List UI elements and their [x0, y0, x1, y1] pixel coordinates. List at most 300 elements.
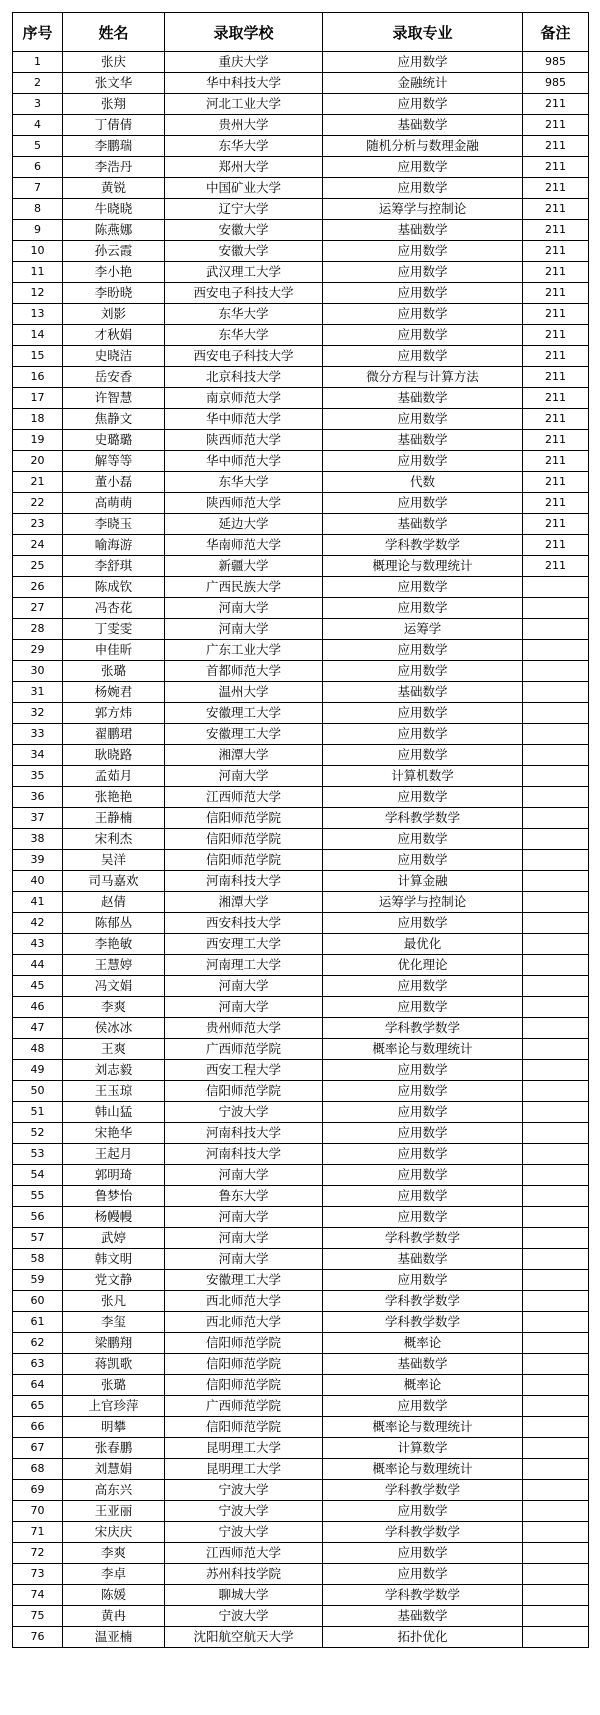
- table-row: [13, 850, 589, 871]
- cell-major: 应用数学: [323, 409, 523, 430]
- cell-name: 张艳艳: [63, 787, 165, 808]
- table-row: [13, 766, 589, 787]
- cell-note: [523, 745, 589, 766]
- table-row: [13, 997, 589, 1018]
- cell-major: 学科教学数学: [323, 1228, 523, 1249]
- cell-school: 河南科技大学: [165, 1123, 323, 1144]
- cell-note: [523, 1060, 589, 1081]
- cell-seq: 46: [13, 997, 63, 1018]
- cell-school: 河南大学: [165, 1228, 323, 1249]
- cell-school: 武汉理工大学: [165, 262, 323, 283]
- cell-name: 黄锐: [63, 178, 165, 199]
- table-row: [13, 1375, 589, 1396]
- cell-seq: 25: [13, 556, 63, 577]
- cell-note: 211: [523, 199, 589, 220]
- cell-school: 西安电子科技大学: [165, 283, 323, 304]
- table-row: [13, 1207, 589, 1228]
- cell-major: 应用数学: [323, 346, 523, 367]
- table-row: [13, 325, 589, 346]
- cell-major: 应用数学: [323, 577, 523, 598]
- cell-major: 应用数学: [323, 1396, 523, 1417]
- cell-school: 贵州大学: [165, 115, 323, 136]
- cell-major: 代数: [323, 472, 523, 493]
- cell-seq: 50: [13, 1081, 63, 1102]
- cell-school: 西北师范大学: [165, 1312, 323, 1333]
- cell-school: 东华大学: [165, 136, 323, 157]
- cell-major: 运筹学与控制论: [323, 199, 523, 220]
- cell-name: 张璐: [63, 1375, 165, 1396]
- cell-note: 211: [523, 430, 589, 451]
- cell-note: [523, 1186, 589, 1207]
- cell-major: 应用数学: [323, 997, 523, 1018]
- table-row: [13, 1102, 589, 1123]
- cell-seq: 65: [13, 1396, 63, 1417]
- cell-name: 冯杏花: [63, 598, 165, 619]
- cell-note: 211: [523, 514, 589, 535]
- cell-note: [523, 766, 589, 787]
- cell-name: 解等等: [63, 451, 165, 472]
- cell-school: 广西师范学院: [165, 1039, 323, 1060]
- table-row: [13, 430, 589, 451]
- cell-major: 优化理论: [323, 955, 523, 976]
- table-row: [13, 724, 589, 745]
- header-name: 姓名: [63, 13, 165, 52]
- cell-note: [523, 1165, 589, 1186]
- cell-note: [523, 1102, 589, 1123]
- cell-name: 喻海游: [63, 535, 165, 556]
- cell-school: 苏州科技学院: [165, 1564, 323, 1585]
- cell-note: [523, 1606, 589, 1627]
- cell-name: 吴洋: [63, 850, 165, 871]
- cell-major: 应用数学: [323, 1060, 523, 1081]
- cell-school: 重庆大学: [165, 52, 323, 73]
- cell-seq: 61: [13, 1312, 63, 1333]
- cell-seq: 41: [13, 892, 63, 913]
- cell-major: 基础数学: [323, 430, 523, 451]
- cell-school: 昆明理工大学: [165, 1438, 323, 1459]
- cell-seq: 2: [13, 73, 63, 94]
- cell-school: 河南大学: [165, 1165, 323, 1186]
- cell-major: 基础数学: [323, 514, 523, 535]
- cell-name: 史璐璐: [63, 430, 165, 451]
- cell-major: 运筹学与控制论: [323, 892, 523, 913]
- cell-note: [523, 619, 589, 640]
- cell-note: [523, 913, 589, 934]
- cell-name: 李鹏瑞: [63, 136, 165, 157]
- cell-note: [523, 1228, 589, 1249]
- cell-major: 学科教学数学: [323, 1480, 523, 1501]
- cell-seq: 40: [13, 871, 63, 892]
- cell-name: 梁鹏翔: [63, 1333, 165, 1354]
- table-row: [13, 892, 589, 913]
- cell-seq: 52: [13, 1123, 63, 1144]
- cell-note: [523, 1585, 589, 1606]
- cell-school: 首都师范大学: [165, 661, 323, 682]
- table-row: [13, 556, 589, 577]
- cell-note: [523, 682, 589, 703]
- cell-school: 贵州师范大学: [165, 1018, 323, 1039]
- cell-name: 郭方炜: [63, 703, 165, 724]
- cell-school: 陕西师范大学: [165, 493, 323, 514]
- cell-seq: 49: [13, 1060, 63, 1081]
- table-row: [13, 1543, 589, 1564]
- cell-seq: 42: [13, 913, 63, 934]
- cell-note: 211: [523, 283, 589, 304]
- table-row: [13, 178, 589, 199]
- cell-seq: 45: [13, 976, 63, 997]
- table-row: [13, 220, 589, 241]
- cell-school: 西安工程大学: [165, 1060, 323, 1081]
- cell-major: 计算机数学: [323, 766, 523, 787]
- table-row: [13, 1312, 589, 1333]
- cell-name: 蒋凯歌: [63, 1354, 165, 1375]
- table-row: [13, 199, 589, 220]
- cell-note: [523, 1144, 589, 1165]
- cell-seq: 5: [13, 136, 63, 157]
- cell-seq: 59: [13, 1270, 63, 1291]
- cell-seq: 55: [13, 1186, 63, 1207]
- table-row: [13, 1144, 589, 1165]
- cell-major: 应用数学: [323, 1186, 523, 1207]
- table-row: [13, 388, 589, 409]
- table-row: [13, 52, 589, 73]
- cell-note: 211: [523, 178, 589, 199]
- cell-seq: 34: [13, 745, 63, 766]
- cell-note: [523, 1627, 589, 1648]
- cell-seq: 15: [13, 346, 63, 367]
- cell-school: 安徽理工大学: [165, 724, 323, 745]
- cell-name: 刘慧娟: [63, 1459, 165, 1480]
- cell-name: 刘志毅: [63, 1060, 165, 1081]
- cell-name: 陈媛: [63, 1585, 165, 1606]
- table-row: [13, 1228, 589, 1249]
- cell-name: 赵倩: [63, 892, 165, 913]
- cell-seq: 24: [13, 535, 63, 556]
- cell-school: 西安电子科技大学: [165, 346, 323, 367]
- cell-name: 张庆: [63, 52, 165, 73]
- table-row: [13, 1060, 589, 1081]
- table-row: [13, 1249, 589, 1270]
- table-row: [13, 1186, 589, 1207]
- cell-school: 信阳师范学院: [165, 1333, 323, 1354]
- table-row: [13, 1123, 589, 1144]
- cell-name: 张翔: [63, 94, 165, 115]
- cell-note: [523, 640, 589, 661]
- cell-major: 应用数学: [323, 1144, 523, 1165]
- table-row: [13, 1396, 589, 1417]
- table-row: [13, 745, 589, 766]
- cell-note: 211: [523, 157, 589, 178]
- cell-seq: 54: [13, 1165, 63, 1186]
- cell-name: 杨幔幔: [63, 1207, 165, 1228]
- cell-school: 昆明理工大学: [165, 1459, 323, 1480]
- cell-name: 高萌萌: [63, 493, 165, 514]
- table-row: [13, 1039, 589, 1060]
- cell-school: 信阳师范学院: [165, 829, 323, 850]
- header-note: 备注: [523, 13, 589, 52]
- cell-name: 董小磊: [63, 472, 165, 493]
- cell-school: 西北师范大学: [165, 1291, 323, 1312]
- table-row: [13, 871, 589, 892]
- cell-name: 鲁梦怡: [63, 1186, 165, 1207]
- cell-note: 211: [523, 262, 589, 283]
- cell-major: 应用数学: [323, 1081, 523, 1102]
- cell-name: 温亚楠: [63, 1627, 165, 1648]
- cell-name: 李舒琪: [63, 556, 165, 577]
- cell-school: 宁波大学: [165, 1480, 323, 1501]
- cell-major: 应用数学: [323, 493, 523, 514]
- cell-note: [523, 976, 589, 997]
- cell-note: [523, 1417, 589, 1438]
- cell-school: 广东工业大学: [165, 640, 323, 661]
- table-row: [13, 640, 589, 661]
- table-row: [13, 913, 589, 934]
- cell-name: 张璐: [63, 661, 165, 682]
- cell-name: 翟鹏珺: [63, 724, 165, 745]
- cell-school: 宁波大学: [165, 1501, 323, 1522]
- cell-name: 陈燕娜: [63, 220, 165, 241]
- cell-school: 华中科技大学: [165, 73, 323, 94]
- cell-major: 学科教学数学: [323, 1585, 523, 1606]
- cell-seq: 29: [13, 640, 63, 661]
- table-row: [13, 661, 589, 682]
- table-row: [13, 598, 589, 619]
- cell-note: 211: [523, 115, 589, 136]
- cell-note: [523, 1081, 589, 1102]
- cell-school: 宁波大学: [165, 1522, 323, 1543]
- cell-major: 应用数学: [323, 1501, 523, 1522]
- cell-school: 北京科技大学: [165, 367, 323, 388]
- cell-seq: 53: [13, 1144, 63, 1165]
- table-header-row: [13, 13, 589, 52]
- table-row: [13, 241, 589, 262]
- table-row: [13, 115, 589, 136]
- cell-note: [523, 1270, 589, 1291]
- cell-school: 东华大学: [165, 304, 323, 325]
- table-row: [13, 136, 589, 157]
- cell-note: 211: [523, 136, 589, 157]
- cell-seq: 12: [13, 283, 63, 304]
- cell-name: 王起月: [63, 1144, 165, 1165]
- cell-major: 应用数学: [323, 661, 523, 682]
- cell-name: 李爽: [63, 1543, 165, 1564]
- cell-seq: 73: [13, 1564, 63, 1585]
- cell-school: 湘潭大学: [165, 892, 323, 913]
- table-row: [13, 619, 589, 640]
- cell-name: 陈郁丛: [63, 913, 165, 934]
- table-row: [13, 787, 589, 808]
- table-row: [13, 829, 589, 850]
- cell-note: 985: [523, 52, 589, 73]
- cell-name: 岳安香: [63, 367, 165, 388]
- cell-school: 信阳师范学院: [165, 850, 323, 871]
- cell-name: 牛晓晓: [63, 199, 165, 220]
- cell-school: 东华大学: [165, 472, 323, 493]
- cell-major: 应用数学: [323, 1207, 523, 1228]
- cell-school: 华中师范大学: [165, 451, 323, 472]
- cell-school: 华南师范大学: [165, 535, 323, 556]
- cell-name: 韩山猛: [63, 1102, 165, 1123]
- cell-major: 应用数学: [323, 1543, 523, 1564]
- cell-note: [523, 808, 589, 829]
- table-row: [13, 451, 589, 472]
- cell-school: 信阳师范学院: [165, 808, 323, 829]
- cell-school: 河北工业大学: [165, 94, 323, 115]
- cell-name: 上官珍萍: [63, 1396, 165, 1417]
- cell-seq: 3: [13, 94, 63, 115]
- cell-note: 211: [523, 556, 589, 577]
- cell-school: 华中师范大学: [165, 409, 323, 430]
- cell-major: 学科教学数学: [323, 808, 523, 829]
- cell-seq: 6: [13, 157, 63, 178]
- cell-note: [523, 997, 589, 1018]
- cell-major: 应用数学: [323, 850, 523, 871]
- cell-note: [523, 850, 589, 871]
- cell-major: 应用数学: [323, 1564, 523, 1585]
- table-row: [13, 682, 589, 703]
- cell-note: [523, 1291, 589, 1312]
- cell-note: [523, 829, 589, 850]
- cell-major: 学科教学数学: [323, 1312, 523, 1333]
- cell-name: 张文华: [63, 73, 165, 94]
- cell-major: 计算金融: [323, 871, 523, 892]
- cell-major: 金融统计: [323, 73, 523, 94]
- cell-seq: 19: [13, 430, 63, 451]
- cell-name: 丁倩倩: [63, 115, 165, 136]
- cell-school: 信阳师范学院: [165, 1354, 323, 1375]
- cell-seq: 36: [13, 787, 63, 808]
- table-row: [13, 703, 589, 724]
- cell-school: 陕西师范大学: [165, 430, 323, 451]
- cell-seq: 35: [13, 766, 63, 787]
- cell-school: 江西师范大学: [165, 787, 323, 808]
- cell-name: 焦静文: [63, 409, 165, 430]
- cell-school: 河南理工大学: [165, 955, 323, 976]
- cell-note: [523, 1543, 589, 1564]
- cell-seq: 66: [13, 1417, 63, 1438]
- cell-major: 应用数学: [323, 787, 523, 808]
- cell-note: [523, 1249, 589, 1270]
- cell-school: 安徽理工大学: [165, 1270, 323, 1291]
- cell-school: 东华大学: [165, 325, 323, 346]
- cell-major: 基础数学: [323, 682, 523, 703]
- table-row: [13, 976, 589, 997]
- cell-school: 新疆大学: [165, 556, 323, 577]
- table-row: [13, 304, 589, 325]
- cell-school: 河南大学: [165, 997, 323, 1018]
- cell-name: 孟茹月: [63, 766, 165, 787]
- table-row: [13, 1501, 589, 1522]
- cell-seq: 8: [13, 199, 63, 220]
- cell-major: 应用数学: [323, 325, 523, 346]
- cell-note: [523, 1354, 589, 1375]
- table-row: [13, 94, 589, 115]
- cell-note: 211: [523, 241, 589, 262]
- cell-name: 李小艳: [63, 262, 165, 283]
- cell-seq: 27: [13, 598, 63, 619]
- table-row: [13, 955, 589, 976]
- table-row: [13, 1291, 589, 1312]
- admission-table: [12, 12, 589, 1648]
- cell-note: 211: [523, 94, 589, 115]
- table-row: [13, 157, 589, 178]
- cell-seq: 10: [13, 241, 63, 262]
- cell-note: [523, 1312, 589, 1333]
- cell-major: 应用数学: [323, 724, 523, 745]
- cell-seq: 57: [13, 1228, 63, 1249]
- cell-name: 孙云霞: [63, 241, 165, 262]
- cell-note: 211: [523, 346, 589, 367]
- cell-major: 应用数学: [323, 451, 523, 472]
- cell-school: 西安理工大学: [165, 934, 323, 955]
- cell-major: 应用数学: [323, 913, 523, 934]
- cell-school: 河南大学: [165, 1249, 323, 1270]
- cell-name: 宋利杰: [63, 829, 165, 850]
- table-row: [13, 1585, 589, 1606]
- cell-school: 宁波大学: [165, 1102, 323, 1123]
- table-row: [13, 1480, 589, 1501]
- cell-major: 基础数学: [323, 388, 523, 409]
- cell-note: [523, 1375, 589, 1396]
- cell-school: 广西师范学院: [165, 1396, 323, 1417]
- cell-note: [523, 1501, 589, 1522]
- cell-major: 应用数学: [323, 703, 523, 724]
- cell-seq: 32: [13, 703, 63, 724]
- cell-major: 应用数学: [323, 262, 523, 283]
- cell-note: [523, 787, 589, 808]
- cell-note: 211: [523, 220, 589, 241]
- cell-major: 最优化: [323, 934, 523, 955]
- table-row: [13, 1081, 589, 1102]
- cell-seq: 38: [13, 829, 63, 850]
- cell-name: 司马嘉欢: [63, 871, 165, 892]
- cell-school: 信阳师范学院: [165, 1081, 323, 1102]
- cell-name: 李艳敏: [63, 934, 165, 955]
- cell-note: [523, 892, 589, 913]
- cell-seq: 9: [13, 220, 63, 241]
- cell-name: 郭明琦: [63, 1165, 165, 1186]
- cell-name: 史晓洁: [63, 346, 165, 367]
- cell-major: 应用数学: [323, 94, 523, 115]
- cell-name: 刘影: [63, 304, 165, 325]
- cell-major: 运筹学: [323, 619, 523, 640]
- cell-note: [523, 1207, 589, 1228]
- cell-name: 李盼晓: [63, 283, 165, 304]
- cell-note: [523, 934, 589, 955]
- cell-seq: 67: [13, 1438, 63, 1459]
- cell-name: 李晓玉: [63, 514, 165, 535]
- cell-major: 概理论与数理统计: [323, 556, 523, 577]
- cell-school: 西安科技大学: [165, 913, 323, 934]
- cell-seq: 17: [13, 388, 63, 409]
- cell-major: 基础数学: [323, 1249, 523, 1270]
- cell-seq: 21: [13, 472, 63, 493]
- cell-major: 概率论与数理统计: [323, 1459, 523, 1480]
- cell-name: 才秋娟: [63, 325, 165, 346]
- cell-note: 211: [523, 493, 589, 514]
- cell-note: [523, 1123, 589, 1144]
- cell-school: 河南科技大学: [165, 871, 323, 892]
- cell-school: 湘潭大学: [165, 745, 323, 766]
- cell-seq: 16: [13, 367, 63, 388]
- cell-note: 211: [523, 367, 589, 388]
- cell-seq: 1: [13, 52, 63, 73]
- cell-seq: 31: [13, 682, 63, 703]
- cell-seq: 75: [13, 1606, 63, 1627]
- table-row: [13, 1459, 589, 1480]
- cell-major: 概率论: [323, 1333, 523, 1354]
- cell-seq: 30: [13, 661, 63, 682]
